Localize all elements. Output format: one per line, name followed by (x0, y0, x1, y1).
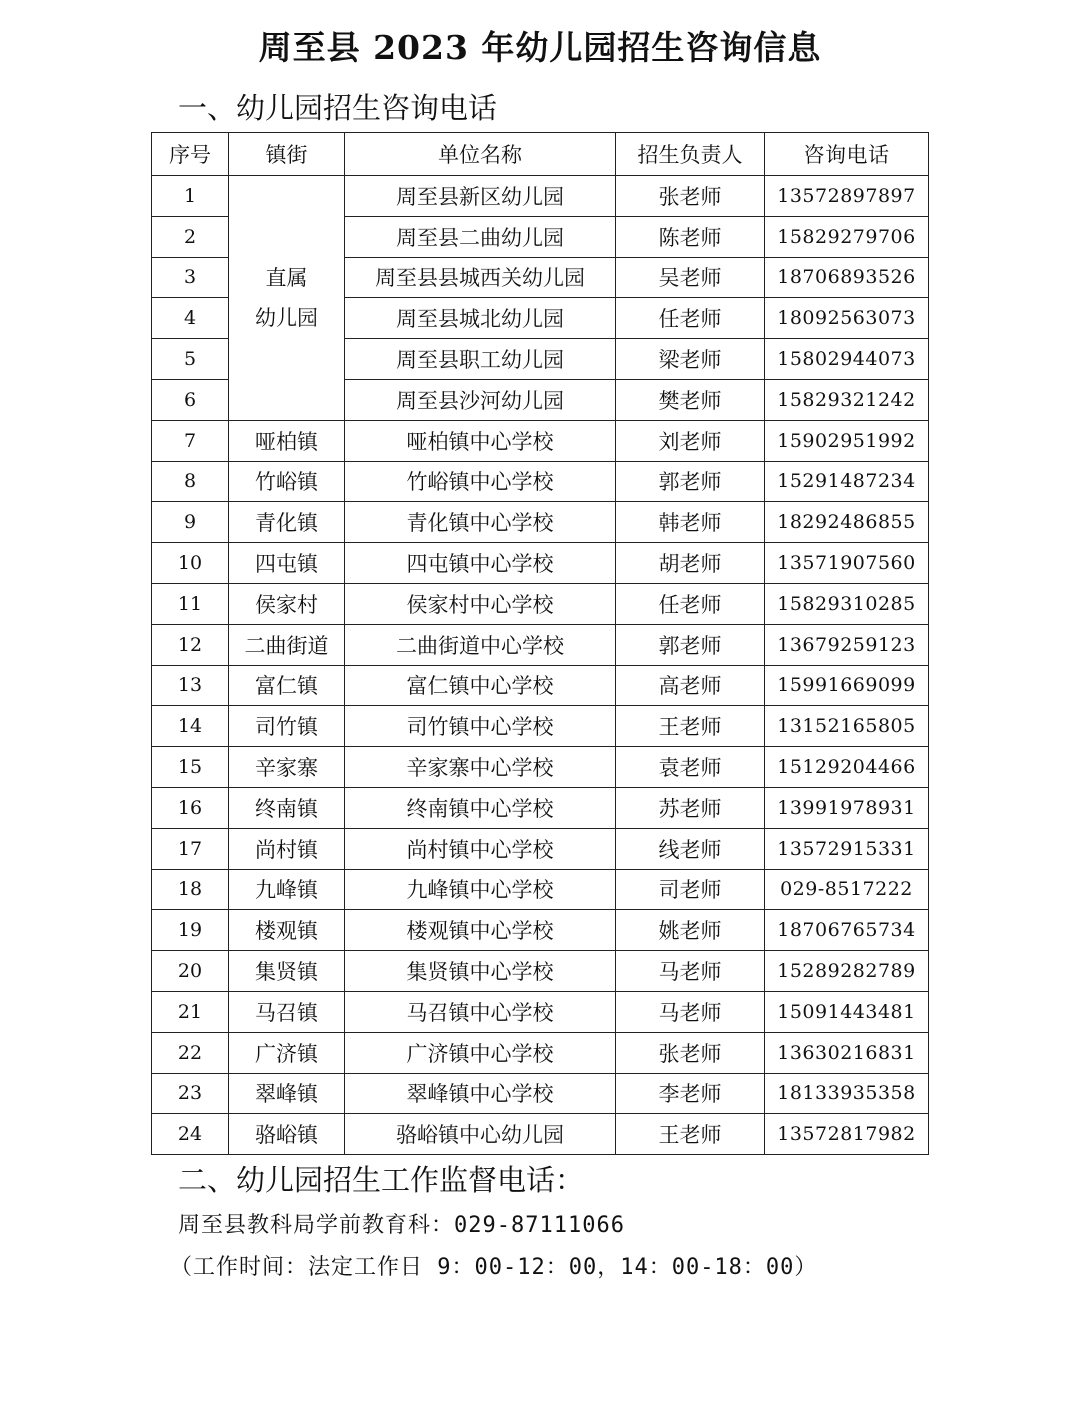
cell-no: 4 (152, 298, 229, 339)
cell-town: 青化镇 (229, 502, 345, 543)
section-heading-consult: 一、幼儿园招生咨询电话 (178, 91, 498, 125)
cell-phone: 13630216831 (765, 1032, 929, 1073)
cell-contact: 张老师 (616, 176, 765, 217)
cell-no: 14 (152, 706, 229, 747)
table-row (152, 176, 929, 217)
direct-label-line2: 幼儿园 (255, 305, 318, 330)
table-row (152, 787, 929, 828)
cell-phone: 15802944073 (765, 339, 929, 380)
cell-unit: 马召镇中心学校 (345, 991, 616, 1032)
cell-phone: 18706765734 (765, 910, 929, 951)
cell-unit: 哑柏镇中心学校 (345, 420, 616, 461)
cell-contact: 樊老师 (616, 379, 765, 420)
cell-contact: 胡老师 (616, 543, 765, 584)
table-row (152, 624, 929, 665)
cell-town: 终南镇 (229, 787, 345, 828)
col-header-unit: 单位名称 (345, 133, 616, 176)
cell-unit: 翠峰镇中心学校 (345, 1073, 616, 1114)
cell-phone: 18292486855 (765, 502, 929, 543)
cell-unit: 九峰镇中心学校 (345, 869, 616, 910)
cell-contact: 任老师 (616, 298, 765, 339)
cell-contact: 吴老师 (616, 257, 765, 298)
cell-no: 13 (152, 665, 229, 706)
table-header-row (152, 133, 929, 176)
cell-contact: 袁老师 (616, 747, 765, 788)
cell-no: 3 (152, 257, 229, 298)
cell-town: 侯家村 (229, 583, 345, 624)
cell-no: 12 (152, 624, 229, 665)
cell-contact: 陈老师 (616, 216, 765, 257)
cell-no: 24 (152, 1114, 229, 1155)
cell-contact: 姚老师 (616, 910, 765, 951)
cell-phone: 13572915331 (765, 828, 929, 869)
table-row (152, 869, 929, 910)
cell-unit: 骆峪镇中心幼儿园 (345, 1114, 616, 1155)
cell-phone: 15829310285 (765, 583, 929, 624)
cell-town: 马召镇 (229, 991, 345, 1032)
cell-town-direct (229, 176, 345, 421)
table-row (152, 706, 929, 747)
cell-no: 10 (152, 543, 229, 584)
cell-phone: 029-8517222 (765, 869, 929, 910)
cell-no: 18 (152, 869, 229, 910)
section-heading-supervision: 二、幼儿园招生工作监督电话： (178, 1163, 585, 1197)
cell-town: 广济镇 (229, 1032, 345, 1073)
cell-unit: 周至县县城西关幼儿园 (345, 257, 616, 298)
cell-no: 22 (152, 1032, 229, 1073)
cell-phone: 18133935358 (765, 1073, 929, 1114)
table-row (152, 420, 929, 461)
cell-contact: 李老师 (616, 1073, 765, 1114)
page-title: 周至县 2023 年幼儿园招生咨询信息 (258, 28, 822, 67)
cell-unit: 楼观镇中心学校 (345, 910, 616, 951)
table-row (152, 910, 929, 951)
cell-unit: 广济镇中心学校 (345, 1032, 616, 1073)
cell-town: 集贤镇 (229, 951, 345, 992)
table-row (152, 461, 929, 502)
cell-phone: 13571907560 (765, 543, 929, 584)
cell-phone: 13572817982 (765, 1114, 929, 1155)
cell-contact: 王老师 (616, 706, 765, 747)
cell-phone: 13152165805 (765, 706, 929, 747)
cell-phone: 15129204466 (765, 747, 929, 788)
table-row (152, 991, 929, 1032)
cell-phone: 18706893526 (765, 257, 929, 298)
cell-town: 尚村镇 (229, 828, 345, 869)
cell-no: 5 (152, 339, 229, 380)
col-header-contact: 招生负责人 (616, 133, 765, 176)
cell-town: 哑柏镇 (229, 420, 345, 461)
cell-contact: 郭老师 (616, 624, 765, 665)
cell-unit: 二曲街道中心学校 (345, 624, 616, 665)
consult-table (151, 132, 929, 1155)
cell-phone: 15902951992 (765, 420, 929, 461)
cell-contact: 王老师 (616, 1114, 765, 1155)
cell-phone: 15991669099 (765, 665, 929, 706)
cell-no: 9 (152, 502, 229, 543)
cell-town: 司竹镇 (229, 706, 345, 747)
col-header-no: 序号 (152, 133, 229, 176)
table-row (152, 828, 929, 869)
cell-no: 7 (152, 420, 229, 461)
cell-contact: 苏老师 (616, 787, 765, 828)
cell-town: 竹峪镇 (229, 461, 345, 502)
cell-phone: 18092563073 (765, 298, 929, 339)
cell-unit: 竹峪镇中心学校 (345, 461, 616, 502)
cell-town: 楼观镇 (229, 910, 345, 951)
cell-no: 11 (152, 583, 229, 624)
cell-contact: 马老师 (616, 951, 765, 992)
table-row (152, 1032, 929, 1073)
table-row (152, 747, 929, 788)
cell-town: 骆峪镇 (229, 1114, 345, 1155)
working-hours: （工作时间：法定工作日 9：00-12：00，14：00-18：00） (170, 1255, 818, 1280)
table-row (152, 543, 929, 584)
cell-unit: 终南镇中心学校 (345, 787, 616, 828)
cell-unit: 富仁镇中心学校 (345, 665, 616, 706)
cell-no: 1 (152, 176, 229, 217)
table-row (152, 583, 929, 624)
cell-no: 2 (152, 216, 229, 257)
cell-phone: 15291487234 (765, 461, 929, 502)
cell-contact: 郭老师 (616, 461, 765, 502)
table-row (152, 1114, 929, 1155)
cell-unit: 司竹镇中心学校 (345, 706, 616, 747)
cell-phone: 15289282789 (765, 951, 929, 992)
cell-town: 富仁镇 (229, 665, 345, 706)
cell-no: 17 (152, 828, 229, 869)
cell-unit: 集贤镇中心学校 (345, 951, 616, 992)
cell-town: 四屯镇 (229, 543, 345, 584)
table-row (152, 502, 929, 543)
cell-phone: 15829279706 (765, 216, 929, 257)
cell-no: 20 (152, 951, 229, 992)
cell-no: 16 (152, 787, 229, 828)
cell-unit: 尚村镇中心学校 (345, 828, 616, 869)
cell-town: 翠峰镇 (229, 1073, 345, 1114)
cell-contact: 司老师 (616, 869, 765, 910)
cell-phone: 13991978931 (765, 787, 929, 828)
col-header-phone: 咨询电话 (765, 133, 929, 176)
cell-phone: 13572897897 (765, 176, 929, 217)
col-header-town: 镇街 (229, 133, 345, 176)
table-body (152, 176, 929, 1155)
table-row (152, 1073, 929, 1114)
cell-unit: 侯家村中心学校 (345, 583, 616, 624)
cell-phone: 15829321242 (765, 379, 929, 420)
cell-town: 九峰镇 (229, 869, 345, 910)
cell-phone: 15091443481 (765, 991, 929, 1032)
cell-town: 二曲街道 (229, 624, 345, 665)
cell-contact: 韩老师 (616, 502, 765, 543)
cell-contact: 刘老师 (616, 420, 765, 461)
cell-no: 23 (152, 1073, 229, 1114)
cell-contact: 任老师 (616, 583, 765, 624)
cell-no: 8 (152, 461, 229, 502)
cell-unit: 周至县城北幼儿园 (345, 298, 616, 339)
cell-contact: 梁老师 (616, 339, 765, 380)
cell-no: 15 (152, 747, 229, 788)
cell-unit: 辛家寨中心学校 (345, 747, 616, 788)
cell-phone: 13679259123 (765, 624, 929, 665)
cell-no: 21 (152, 991, 229, 1032)
cell-contact: 张老师 (616, 1032, 765, 1073)
cell-unit: 周至县沙河幼儿园 (345, 379, 616, 420)
direct-label-line1: 直属 (265, 265, 308, 290)
cell-no: 19 (152, 910, 229, 951)
cell-unit: 周至县新区幼儿园 (345, 176, 616, 217)
table-row (152, 665, 929, 706)
cell-unit: 四屯镇中心学校 (345, 543, 616, 584)
cell-unit: 周至县二曲幼儿园 (345, 216, 616, 257)
cell-no: 6 (152, 379, 229, 420)
table-row (152, 951, 929, 992)
cell-unit: 周至县职工幼儿园 (345, 339, 616, 380)
cell-unit: 青化镇中心学校 (345, 502, 616, 543)
cell-contact: 高老师 (616, 665, 765, 706)
cell-town: 辛家寨 (229, 747, 345, 788)
cell-contact: 马老师 (616, 991, 765, 1032)
cell-contact: 线老师 (616, 828, 765, 869)
supervision-contact: 周至县教科局学前教育科：029-87111066 (178, 1213, 625, 1238)
